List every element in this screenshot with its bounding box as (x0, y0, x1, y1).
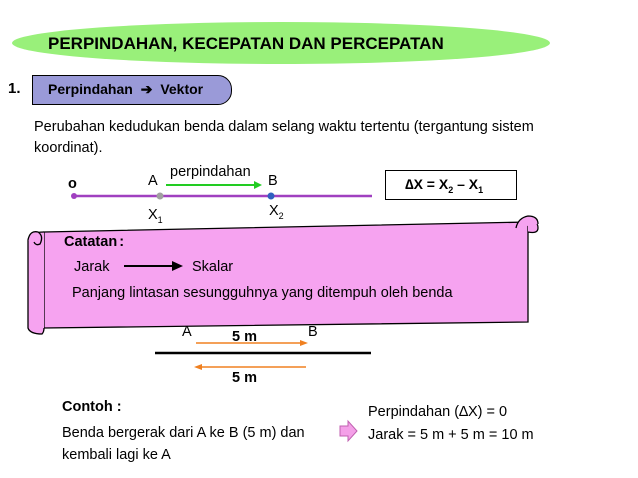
example-heading: Contoh : (62, 399, 122, 415)
point-a-label: A (148, 173, 158, 189)
displacement-label: perpindahan (170, 164, 251, 180)
note-jarak: Jarak (74, 259, 110, 275)
example-result1: Perpindahan (∆X) = 0 (368, 404, 508, 420)
note-skalar: Skalar (192, 259, 234, 275)
section-number: 1. (8, 80, 21, 97)
description: Perubahan kedudukan benda dalam selang waktu tertentu (tergantung sistem koordinat). (34, 119, 534, 156)
forward-arrow-head (300, 340, 308, 346)
formula: $\Delta X = X_2 - X_1$ (405, 176, 484, 195)
x2-label: $X_2$ (269, 203, 284, 221)
section-label: Perpindahan (48, 81, 133, 97)
example-a-label: A (182, 324, 192, 340)
note-definition: Panjang lintasan sesungguhnya yang ditempuh oleh benda (72, 285, 453, 301)
origin-dot (71, 193, 77, 199)
x1-label: $X_1$ (148, 207, 163, 225)
displacement-arrow-head (254, 181, 262, 189)
arrow-right-icon: ➔ (140, 81, 153, 97)
note-title: Catatan : (64, 234, 125, 250)
block-arrow-icon (340, 421, 357, 441)
page-title: PERPINDAHAN, KECEPATAN DAN PERCEPATAN (48, 34, 444, 53)
point-b-label: B (268, 173, 278, 189)
distance-bottom-label: 5 m (232, 370, 257, 386)
origin-label: o (68, 176, 77, 192)
section-label2: Vektor (160, 81, 204, 97)
example-b-label: B (308, 324, 318, 340)
example-line2: kembali lagi ke A (62, 447, 171, 463)
example-line1: Benda bergerak dari A ke B (5 m) dan (62, 425, 305, 441)
example-result2: Jarak = 5 m + 5 m = 10 m (368, 427, 534, 443)
back-arrow-head (194, 364, 202, 370)
distance-top-label: 5 m (232, 329, 257, 345)
point-a-dot (157, 193, 164, 200)
point-b-dot (268, 193, 275, 200)
